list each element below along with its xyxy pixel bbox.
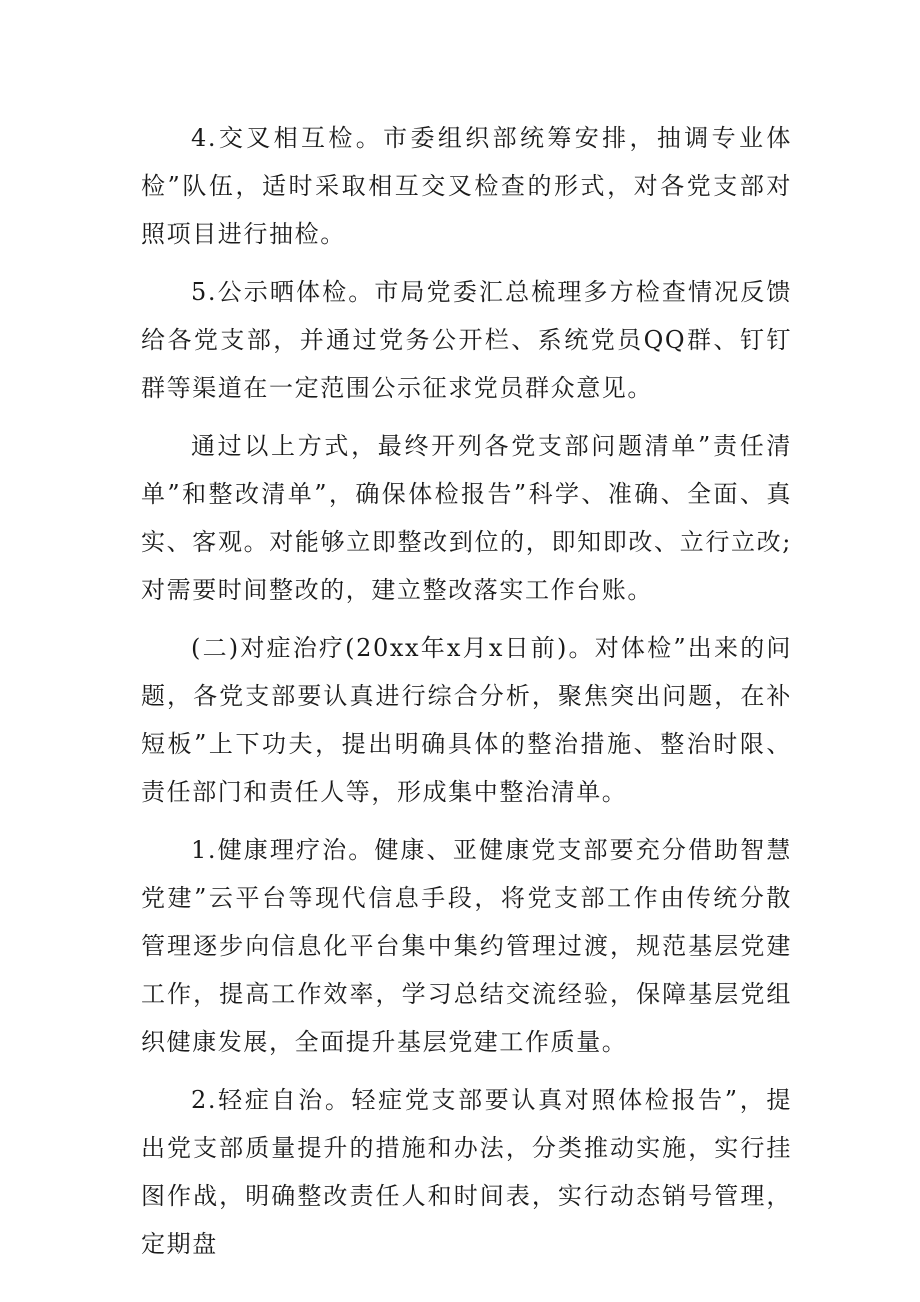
paragraph-health-therapy: 1.健康理疗治。健康、亚健康党支部要充分借助智慧党建”云平台等现代信息手段，将党支部工作由传统分散管理逐步向信息化平台集中集约管理过渡，规范基层党建工作，提高工作效率，学习总结交流经验，保障基层党组织健康发展，全面提升基层党建工作质量。 [141,836,792,1056]
paragraph-public-inspection: 5.公示晒体检。市局党委汇总梳理多方检查情况反馈给各党支部，并通过党务公开栏、系统党员QQ群、钉钉群等渠道在一定范围公示征求党员群众意见。 [141,278,792,402]
document-body [141,114,792,1268]
paragraph-problem-lists: 通过以上方式，最终开列各党支部问题清单”责任清单”和整改清单”，确保体检报告”科学、准确、全面、真实、客观。对能够立即整改到位的，即知即改、立行立改;对需要时间整改的，建立整改落实工作台账。 [141,432,792,604]
paragraph-mild-self-treatment: 2.轻症自治。轻症党支部要认真对照体检报告”，提出党支部质量提升的措施和办法，分类推动实施，实行挂图作战，明确整改责任人和时间表，实行动态销号管理，定期盘 [141,1086,792,1258]
paragraph-cross-inspection: 4.交叉相互检。市委组织部统筹安排，抽调专业体检”队伍，适时采取相互交叉检查的形式，对各党支部对照项目进行抽检。 [141,124,792,248]
paragraph-targeted-treatment: (二)对症治疗(20xx年x月x日前)。对体检”出来的问题，各党支部要认真进行综合分析，聚焦突出问题，在补短板”上下功夫，提出明确具体的整治措施、整治时限、责任部门和责任人等，形成集中整治清单。 [141,634,792,806]
